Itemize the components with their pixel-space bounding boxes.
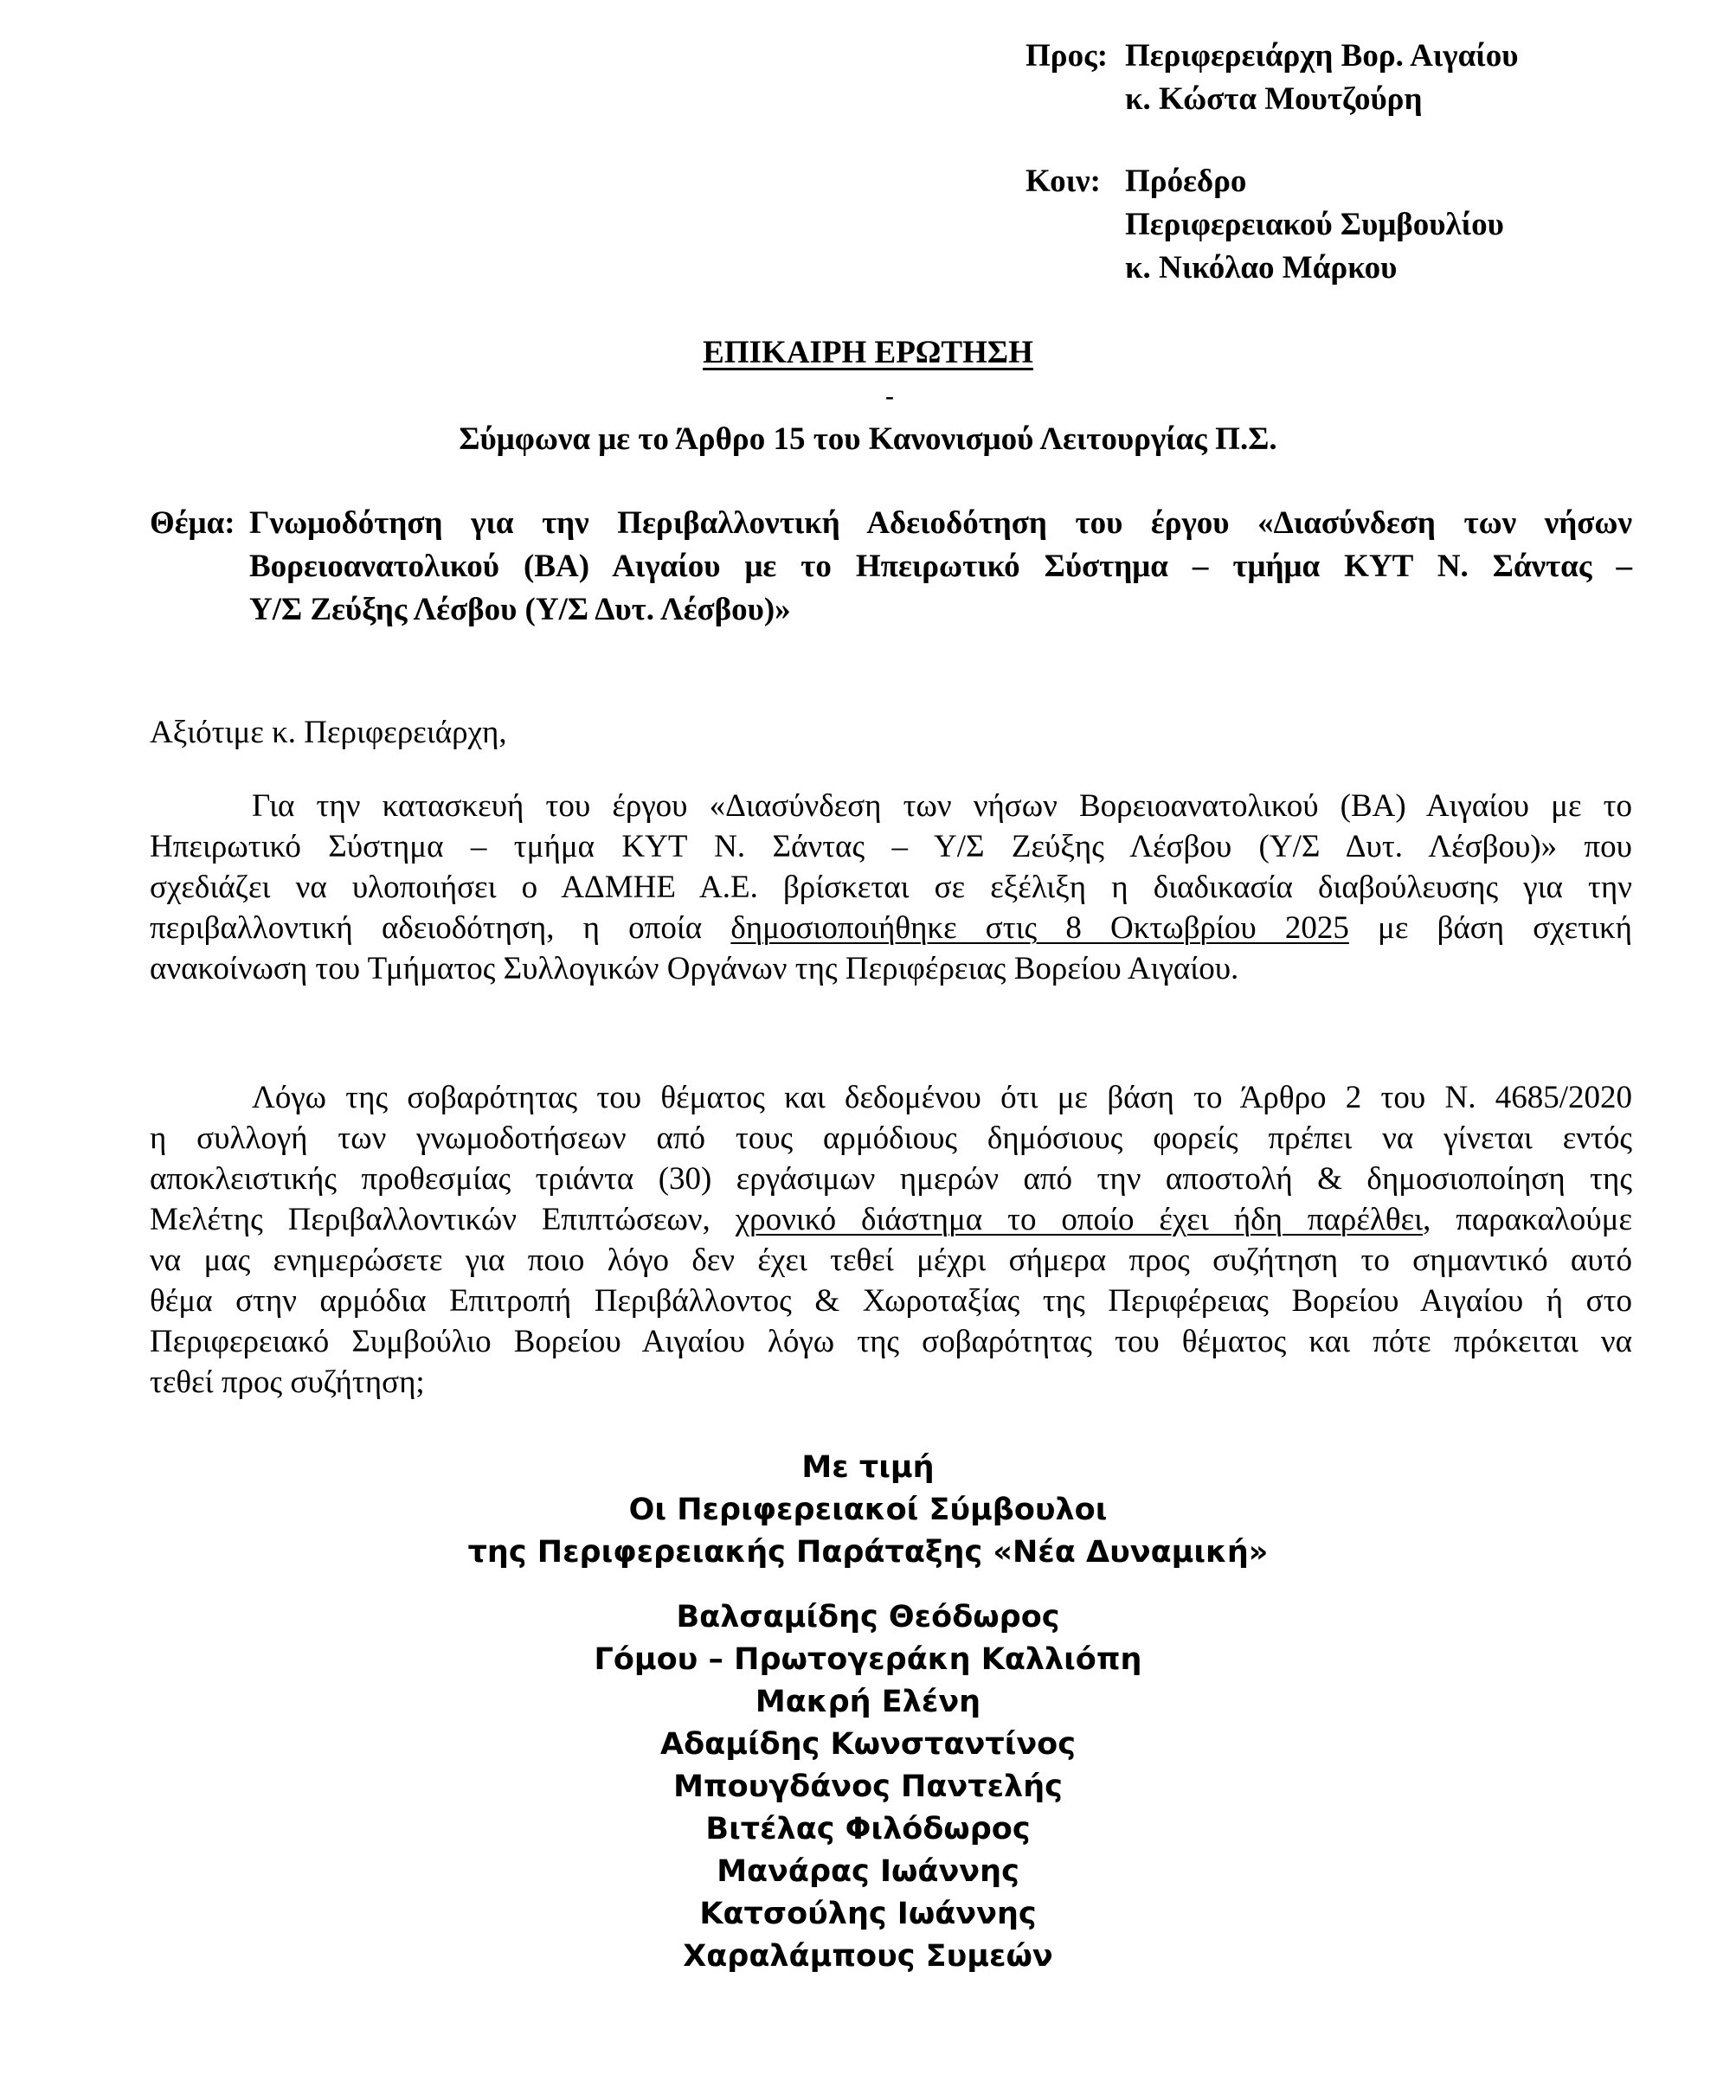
document-title: ΕΠΙΚΑΙΡΗ ΕΡΩΤΗΣΗ <box>703 335 1033 370</box>
to-label: Προς: <box>1026 38 1109 74</box>
paragraph-line: αποκλειστικής προθεσμίας τριάντα (30) εργάσιμων ημερών από την αποστολή & δημοσιοποίηση της <box>150 1161 1632 1197</box>
line-text: με βάση σχετική <box>1348 910 1632 946</box>
title-dash: - <box>885 382 894 410</box>
paragraph-line: να μας ενημερώσετε για ποιο λόγο δεν έχει τεθεί μέχρι σήμερα προς συζήτηση το σημαντικό αυτό <box>150 1243 1632 1278</box>
paragraph-line: η συλλογή των γνωμοδοτήσεων από τους αρμόδιους δημόσιους φορείς πρέπει να γίνεται εντός <box>150 1121 1632 1156</box>
signatory: Βαλσαμίδης Θεόδωρος <box>676 1600 1060 1634</box>
subject-block <box>150 502 1632 632</box>
signatory: Αδαμίδης Κωνσταντίνος <box>660 1727 1076 1762</box>
article-reference: Σύμφωνα με το Άρθρο 15 του Κανονισμού Λειτουργίας Π.Σ. <box>459 421 1277 457</box>
to-line <box>1026 35 1518 78</box>
recipient-block <box>1026 35 1518 290</box>
to-person: κ. Κώστα Μουτζούρη <box>1125 81 1423 117</box>
cc-label: Κοιν: <box>1026 164 1101 199</box>
cc-line3-row <box>1026 247 1518 290</box>
signatory: Γόμου – Πρωτογεράκη Καλλιόπη <box>594 1642 1142 1677</box>
publication-date-underlined: δημοσιοποιήθηκε στις 8 Οκτωβρίου 2025 <box>730 910 1349 946</box>
paragraph-line: Για την κατασκευή του έργου «Διασύνδεση των νήσων Βορειοανατολικού (ΒΑ) Αιγαίου με το <box>252 788 1632 824</box>
subject-line: Υ/Σ Ζεύξης Λέσβου (Υ/Σ Δυτ. Λέσβου)» <box>249 592 791 627</box>
signatory: Βιτέλας Φιλόδωρος <box>705 1812 1031 1846</box>
signatory: Χαραλάμπους Συμεών <box>683 1939 1053 1974</box>
subject-text <box>150 502 1632 632</box>
cc-line2-row <box>1026 203 1518 247</box>
closing-group-line1: Οι Περιφερειακοί Σύμβουλοι <box>628 1493 1108 1527</box>
closing-group-line2: της Περιφερειακής Παράταξης «Νέα Δυναμική» <box>467 1535 1269 1570</box>
signatory: Κατσούλης Ιωάννης <box>699 1897 1037 1931</box>
to-person-line <box>1026 78 1518 121</box>
line-text: Μελέτης Περιβαλλοντικών Επιπτώσεων, <box>150 1202 736 1237</box>
paragraph-line: Περιφερειακό Συμβούλιο Βορείου Αιγαίου λόγω της σοβαρότητας του θέματος και πότε πρόκειται να <box>150 1324 1632 1359</box>
signatory: Μανάρας Ιωάννης <box>717 1854 1019 1889</box>
deadline-passed-underlined: χρονικό διάστημα το οποίο έχει ήδη παρέλθει <box>735 1202 1424 1237</box>
paragraph-line: σχεδιάζει να υλοποιήσει ο ΑΔΜΗΕ Α.Ε. βρίσκεται σε εξέλιξη η διαδικασία διαβούλευσης για την <box>150 870 1632 905</box>
paragraph-line: ανακοίνωση του Τμήματος Συλλογικών Οργάνων της Περιφέρειας Βορείου Αιγαίου. <box>150 951 1239 986</box>
signatory: Μακρή Ελένη <box>755 1685 981 1719</box>
subject-line: Γνωμοδότηση για την Περιβαλλοντική Αδειοδότηση του έργου «Διασύνδεση των νήσων <box>249 505 1632 541</box>
paragraph-line: θέμα στην αρμόδια Επιτροπή Περιβάλλοντος & Χωροταξίας της Περιφέρειας Βορείου Αιγαίου ή στο <box>150 1283 1632 1319</box>
paragraph-line <box>150 1199 1632 1240</box>
cc-line2: Περιφερειακού Συμβουλίου <box>1125 207 1504 242</box>
paragraph-line: τεθεί προς συζήτηση; <box>150 1365 425 1400</box>
paragraph-line: Λόγω της σοβαρότητας του θέματος και δεδομένου ότι με βάση το Άρθρο 2 του Ν. 4685/2020 <box>252 1080 1632 1115</box>
signatories-list <box>0 1596 1736 1978</box>
cc-line3: κ. Νικόλαο Μάρκου <box>1125 250 1398 286</box>
subject-line: Βορειοανατολικού (ΒΑ) Αιγαίου με το Ηπειρωτικό Σύστημα – τμήμα ΚΥΤ Ν. Σάντας – <box>249 549 1632 584</box>
line-text: περιβαλλοντική αδειοδότηση, η οποία <box>150 910 731 946</box>
subject-label: Θέμα: <box>150 505 235 541</box>
line-text: , παρακαλούμε <box>1423 1202 1632 1237</box>
cc-line1: Πρόεδρο <box>1125 164 1247 199</box>
closing-salutation: Με τιμή <box>801 1450 935 1485</box>
cc-line <box>1026 160 1518 203</box>
greeting: Αξιότιμε κ. Περιφερειάρχη, <box>150 715 507 750</box>
closing-block <box>0 1447 1736 1574</box>
paragraph-2 <box>150 1077 1632 1403</box>
paragraph-1 <box>150 786 1632 989</box>
paragraph-line <box>150 908 1632 948</box>
to-name: Περιφερειάρχη Βορ. Αιγαίου <box>1125 38 1519 74</box>
document-title-wrap <box>0 331 1736 375</box>
signatory: Μπουγδάνος Παντελής <box>673 1769 1063 1804</box>
paragraph-line: Ηπειρωτικό Σύστημα – τμήμα ΚΥΤ Ν. Σάντας – Υ/Σ Ζεύξης Λέσβου (Υ/Σ Δυτ. Λέσβου)» που <box>150 829 1632 864</box>
